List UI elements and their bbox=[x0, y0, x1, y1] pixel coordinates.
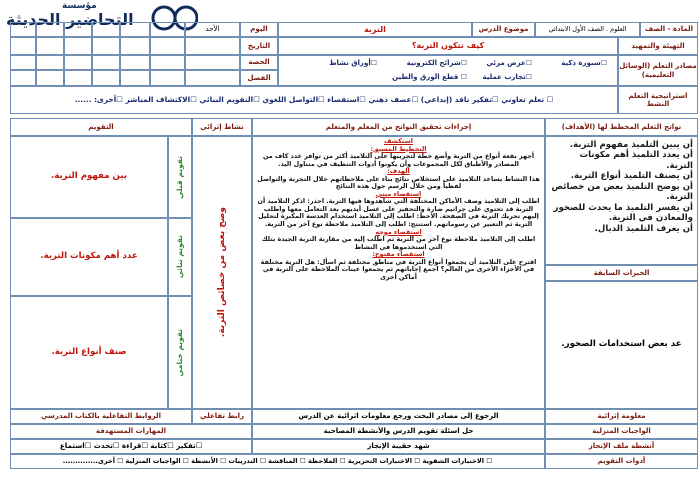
class-label: الفصل bbox=[240, 70, 278, 86]
enrichment-label: معلومة إثرائية bbox=[545, 409, 698, 424]
period-cell-4 bbox=[92, 55, 120, 70]
skills-options[interactable]: ☐تفكير ☐كتابة ☐قراءة ☐تحدث ☐استماع bbox=[10, 439, 252, 454]
topic-value: التربة bbox=[278, 22, 472, 37]
final-label-box bbox=[168, 296, 192, 409]
objective-item: أن يفسر التلميذ ما يحدث للصخور والمعادن في التربة. bbox=[553, 202, 693, 224]
class-cell-1 bbox=[185, 70, 240, 86]
class-cell-2 bbox=[150, 70, 185, 86]
period-cell-7 bbox=[10, 55, 36, 70]
date-cell-2 bbox=[150, 37, 185, 55]
objective-item: أن يوضح التلميذ بعض من خصائص التربة. bbox=[551, 181, 693, 203]
date-label: التاريخ bbox=[240, 37, 278, 55]
class-cell-4 bbox=[92, 70, 120, 86]
procedure-title: التخطيط المسبق: bbox=[370, 144, 427, 153]
tools-label: أدوات التقويم bbox=[545, 454, 698, 469]
interaction-label: رابط تفاعلي bbox=[192, 409, 252, 424]
objective-item: أن يبين التلميذ مفهوم التربة. bbox=[569, 140, 693, 150]
pre-assessment-text: بين مفهوم التربة. bbox=[10, 136, 168, 218]
portfolio-label: أنشطة ملف الإنجاز bbox=[545, 439, 698, 454]
source-video[interactable]: ☐عرض مرئي bbox=[486, 59, 532, 67]
procedure-title: استقصاء مفتوح: bbox=[372, 250, 425, 259]
pre-label-box bbox=[168, 136, 192, 218]
date-cell-4 bbox=[92, 37, 120, 55]
interaction-text[interactable]: الروابط التفاعلية بالكتاب المدرسي bbox=[10, 409, 192, 424]
topic-label: موضوع الدرس bbox=[472, 22, 535, 37]
sources-label: مصادر التعلم (الوسائل التعليمية) bbox=[618, 55, 698, 86]
source-experiments[interactable]: ☐تجارب عملية bbox=[482, 73, 532, 81]
day-cell-6 bbox=[10, 22, 36, 37]
procedure-title: استكشف bbox=[384, 137, 413, 145]
logo-subtitle: مؤسسة bbox=[62, 1, 97, 11]
intro-label: التهيئة والتمهيد bbox=[618, 37, 698, 55]
activity-header: نشاط إثرائي bbox=[192, 118, 252, 136]
procedure-body: هذا النشاط يساعد التلاميذ على استخلاص نتائج بناء على ملاحظاتهم خلال التجربة والتواصل لفظياً ومن خلال الرسم حول هذه النتائج bbox=[257, 174, 540, 191]
objective-item: أن يصنف التلميذ أنواع التربة. bbox=[570, 171, 693, 182]
final-assessment-label: تقويم ختامي bbox=[174, 328, 184, 377]
day-label: اليوم bbox=[240, 22, 278, 37]
objectives-header: نواتج التعلم المخطط لها (الأهداف) bbox=[545, 118, 698, 136]
procedure-title: استقصاء مبني bbox=[375, 189, 422, 198]
procedure-body: أجهز بقعة أنواع من التربة وأضع خطة لتجريبها على التلاميذ أكثر من توافر عدد كاف من المصادر والأطباق لكل المجموعات وأن يكونوا أدوات التنظيف في متناول اليد. bbox=[262, 152, 535, 168]
class-cell-7 bbox=[10, 70, 36, 86]
assessment-header: التقويم bbox=[10, 118, 192, 136]
procedure-title: الهدف: bbox=[387, 167, 410, 176]
class-cell-3 bbox=[120, 70, 150, 86]
procedures-header: إجراءات تحقيق النواتج من المعلم والمتعلم bbox=[252, 118, 545, 136]
day-value: الأحد bbox=[185, 22, 240, 37]
logo-name: التحاضير الحديثة bbox=[6, 10, 134, 29]
skills-label: المهارات المستهدفة bbox=[10, 424, 252, 439]
source-clay[interactable]: ☐ قطع الورق والطين bbox=[392, 73, 467, 81]
class-cell-6 bbox=[36, 70, 64, 86]
day-cell-1 bbox=[150, 22, 185, 37]
date-cell-3 bbox=[120, 37, 150, 55]
formative-label-box bbox=[168, 218, 192, 296]
sources-box bbox=[278, 55, 618, 86]
homework-label: الواجبات المنزلية bbox=[545, 424, 698, 439]
day-cell-5 bbox=[36, 22, 64, 37]
date-cell-6 bbox=[36, 37, 64, 55]
activity-box bbox=[192, 136, 252, 409]
period-label: الحصة bbox=[240, 55, 278, 70]
pre-assessment-label: تقويم قبلي bbox=[174, 155, 184, 199]
class-cell-5 bbox=[64, 70, 92, 86]
date-cell-7 bbox=[10, 37, 36, 55]
period-cell-6 bbox=[36, 55, 64, 70]
procedure-body: اقترح على التلاميذ أن يجمعوا أنواع التربة في مناطق مختلفة ثم اسأل: هل التربة مختلفة في الأجزاء الأخرى من العالم؟ اجمع إجاباتهم ثم يجمعوا عينات الملاحظة على التربة في أماكن أخرى bbox=[260, 257, 537, 281]
strategy-label: استراتيجية التعلم النشط bbox=[618, 86, 698, 114]
day-cell-2 bbox=[120, 22, 150, 37]
objective-item: أن يعدد التلميذ أهم مكونات التربة. bbox=[579, 150, 693, 171]
source-worksheets[interactable]: ☐أوراق نشاط bbox=[329, 59, 377, 67]
procedures-box bbox=[252, 136, 545, 409]
procedure-body: اطلب إلى التلاميذ وصف الأماكن المختلفة التي شاهدوها فيها التربة. احذر: اذكر التلاميذ أن التربة قد تحتوي على جراثيم ضارة والتحفيز على غسل أيديهم بعد التعامل معها واطلب إليهم تحريك التربة في الصفحة. الاحظ: اطلب إلى التلاميذ استخدام العدسة المكبرة لتحليل التربة ثم التعبير عن رسوماتهم. استنتج: اطلب إلى التلاميذ ملاحظة نوع آخر من التربة. bbox=[257, 197, 540, 229]
prior-label: الخبرات السابقة bbox=[545, 265, 698, 281]
period-cell-3 bbox=[120, 55, 150, 70]
prior-text: عد بعض استخدامات الصخور. bbox=[545, 281, 698, 409]
formative-assessment-label: تقويم بنائي bbox=[174, 235, 184, 279]
homework-text: حل اسئلة تقويم الدرس والأنشطة المصاحبة bbox=[252, 424, 545, 439]
strategy-options[interactable]: ☐ تعلم تعاوني ☐تفكير ناقد (إبداعي) ☐عصف ذهني ☐استقصاء ☐التواصل اللغوي ☐التقويم البنائي ☐الاكتشاف المباشر ☐أخرى: ...... bbox=[10, 86, 618, 114]
formative-assessment-text: عدد أهم مكونات التربة. bbox=[10, 218, 168, 296]
procedure-body: اطلب إلى التلاميذ ملاحظة نوع آخر من التربة ثم اطلب إليه من مقارنة التربة الجيدة بتلك التي استخدموها في النشاط bbox=[261, 235, 536, 251]
source-smartboard[interactable]: ☐سبورة ذكية bbox=[561, 59, 607, 67]
final-assessment-text: صنف أنواع التربة. bbox=[10, 296, 168, 409]
date-cell-5 bbox=[64, 37, 92, 55]
period-cell-2 bbox=[150, 55, 185, 70]
day-cell-3 bbox=[92, 22, 120, 37]
subject-value: العلوم . الصف الأول الابتدائي bbox=[535, 22, 640, 37]
day-cell-4 bbox=[64, 22, 92, 37]
enrichment-text: الرجوع إلى مصادر البحث ورجع معلومات اثرائية عن الدرس bbox=[252, 409, 545, 424]
period-cell-1 bbox=[185, 55, 240, 70]
date-cell-1 bbox=[185, 37, 240, 55]
portfolio-text: شهد حقيبة الإنجاز bbox=[252, 439, 545, 454]
period-cell-5 bbox=[64, 55, 92, 70]
tools-options[interactable]: ☐ الاختبارات الشفوية ☐ الاختبارات التحريرية ☐ الملاحظة ☐ المناقشة ☐ التدريبات ☐ الأنشطة ☐ الواجبات المنزلية ☐ أخرى.............. bbox=[10, 454, 545, 469]
subject-label: المادة - الصف bbox=[640, 22, 698, 37]
objectives-list bbox=[545, 136, 698, 265]
activity-text: وضح بعض من خصائص التربة. bbox=[216, 207, 227, 338]
procedure-title: استقصاء موجه bbox=[375, 227, 422, 236]
intro-text: كيف تتكون التربة؟ bbox=[278, 37, 618, 55]
source-slides[interactable]: ☐شرائح الكترونية bbox=[406, 59, 467, 67]
objective-item: أن يعرف التلميذ الدبال. bbox=[594, 223, 693, 234]
